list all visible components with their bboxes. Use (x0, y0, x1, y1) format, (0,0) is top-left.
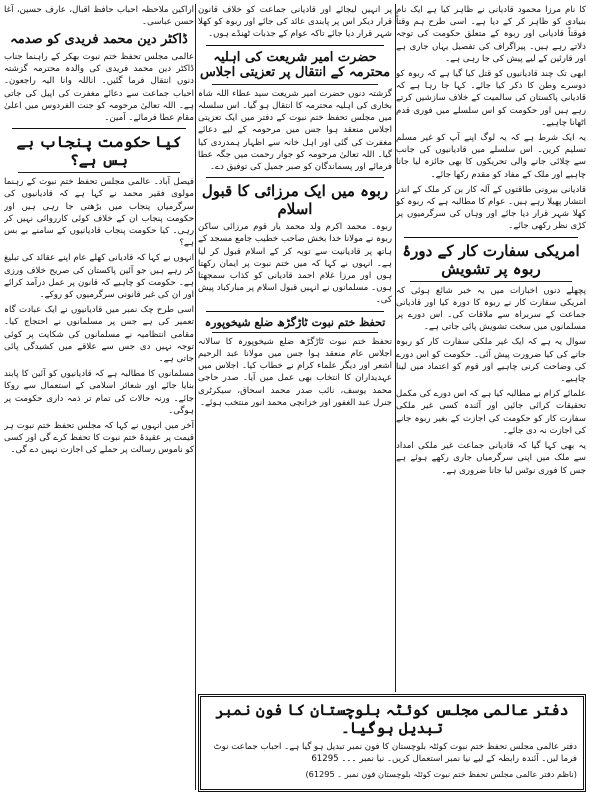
notice-title: دفتر عالمی مجلس کوئٹہ بلوچستان کا فون نمبر تبدیل ہوگیا۔ (215, 701, 569, 737)
session-paragraph: تحفظ ختم نبوت ٹاڑگڑھ ضلع شیخوپورہ کا سالانہ اجلاس عام منعقد ہوا جس میں مولانا عبد الرحیم اشعر اور دیگر علماء کرام نے خطاب کیا۔ اجلاس میں عہدیداران کا انتخاب بھی عمل میں آیا۔ صدر حاجی محمد یوسف، نائب صدر محمد اسحاق، سیکرٹری جنرل عبد الغفور اور خزانچی محمد انور منتخب ہوئے۔ (198, 336, 392, 408)
conversion-heading: ربوہ میں ایک مرزائی کا قبول اسلام (201, 182, 389, 219)
us-diplomat-paragraph-4: یہ بھی کہا گیا کہ قادیانی جماعت غیر ملکی امداد سے ملک میں اپنی سرگرمیاں جاری رکھے ہوئے ہے جس کا فوری نوٹس لیا جانا ضروری ہے۔ (396, 441, 586, 476)
right-lead-paragraph-4: قادیانی بیرونی طاقتوں کے آلہ کار بن کر ملک کے اندر انتشار پھیلا رہے ہیں۔ عوام کا مطالبہ ہے کہ ربوہ کو کھلا شہر قرار دیا جائے اور وہاں کی سرگرمیوں پر کڑی نظر رکھی جائے۔ (396, 184, 586, 232)
punjab-government-heading: کیا حکومت پنجاب بے بس ہے؟ (16, 133, 182, 170)
left-column (4, 4, 194, 790)
phone-change-notice (198, 694, 586, 792)
us-diplomat-paragraph-1: پچھلے دنوں اخبارات میں یہ خبر شائع ہوئی کہ امریکی سفارت کار نے ربوہ کا دورہ کیا اور قادیانی جماعت کے سربراہ سے ملاقات کی۔ اس دورے پر مسلمانوں میں سخت تشویش پائی جاتی ہے۔ (396, 285, 586, 333)
section-divider (12, 128, 186, 129)
section-divider (206, 45, 384, 46)
right-column (396, 4, 586, 704)
session-heading: تحفظ ختم نبوت ٹاڑگڑھ ضلع شیخوپورہ (204, 315, 386, 329)
punjab-paragraph-2: انہوں نے کہا کہ قادیانی کھلے عام اپنے عقائد کی تبلیغ کر رہے ہیں جو آئین پاکستان کی صریح خلاف ورزی ہے۔ حکومت کو چاہیے کہ قانون پر عمل درآمد کرائے اور ان کی غیر قانونی سرگرمیوں کو روکے۔ (4, 253, 194, 301)
conversion-paragraph: ربوہ۔ محمد اکرم ولد محمد یار قوم مرزائی ساکن ربوہ نے مولانا خدا بخش صاحب خطیب جامع مسجد کے ہاتھ پر قادیانیت سے توبہ کر کے اسلام قبول کر لیا ہے۔ انہوں نے کہا کہ میں ختم نبوت پر ایمان رکھتا ہوں اور مرزا غلام احمد قادیانی کو کذاب سمجھتا ہوں۔ مسلمانوں نے انہیں قبول اسلام پر مبارکباد پیش کی۔ (198, 222, 392, 306)
punjab-paragraph-4: مسلمانوں کا مطالبہ ہے کہ قادیانیوں کو آئین کا پابند بنایا جائے اور شعائر اسلامی کے استعمال سے روکا جائے۔ ورنہ حالات کی تمام تر ذمہ داری حکومت پر ہوگی۔ (4, 369, 194, 416)
punjab-paragraph-1: فیصل آباد۔ عالمی مجلس تحفظ ختم نبوت کے رہنما مولوی فقیر محمد نے کہا ہے کہ قادیانیوں کی سرگرمیاں پنجاب میں بڑھتی جا رہی ہیں اور حکومت پنجاب ان کے خلاف کوئی کارروائی نہیں کر رہی۔ کیا حکومت پنجاب قادیانیوں کے سامنے بے بس ہے؟ (4, 177, 194, 249)
section-divider (206, 311, 384, 312)
heading-underline (410, 281, 572, 282)
left-lead-paragraph: اراکین ملاحظہ احباب حافظ اقبال، عارف حسین، آغا حسن عباسی۔ (4, 5, 194, 28)
heading-underline (18, 172, 180, 173)
middle-lead-paragraph: پر انہیں لیجائے اور قادیانی جماعت کو خلاف قانون قرار دیکر اس پر پابندی عائد کی جائے اور ربوہ کو کھلا شہر قرار دیا جائے تاکہ عوام کے جذبات ٹھنڈے ہوں۔ (198, 5, 392, 40)
punjab-paragraph-5: آخر میں انہوں نے کہا کہ مجلس تحفظ ختم نبوت ہر قیمت پر عقیدۂ ختم نبوت کا تحفظ کرے گی اور کسی کو ناموس رسالت پر حملے کی اجازت نہیں دے گی۔ (4, 421, 194, 456)
condolence-paragraph: عالمی مجلس تحفظ ختم نبوت بھکر کے راہنما جناب ڈاکٹر دین محمد فریدی کی والدہ محترمہ گزشتہ دنوں انتقال فرما گئیں۔ اناللہ وانا الیہ راجعون۔ احباب جماعت سے دعائے مغفرت کی اپیل کی جاتی ہے۔ اللہ تعالیٰ مرحومہ کو جنت الفردوس میں اعلیٰ مقام عطا فرمائے۔ آمین۔ (4, 52, 194, 124)
heading-underline (212, 84, 378, 85)
punjab-paragraph-3: اسی طرح چک نمبر میں قادیانیوں نے ایک عبادت گاہ تعمیر کی ہے جس پر مسلمانوں نے احتجاج کیا۔ مقامی انتظامیہ نے مسلمانوں کی شکایت پر کوئی توجہ نہیں دی جس سے علاقے میں کشیدگی پائی جاتی ہے۔ (4, 305, 194, 365)
condolence-heading: ڈاکٹر دین محمد فریدی کو صدمہ (10, 32, 188, 48)
right-lead-paragraph-2: ابھی تک چند قادیانیوں کو قتل کیا گیا ہے کہ ربوہ کو دوسرے وطن کا ذکر کیا جائے۔ کہا جا رہا ہے کہ قادیانی پاکستان کی سالمیت کے خلاف سازشیں کرتے رہے ہیں اور حکومت کو اس سلسلے میں فوری قدم اٹھانا چاہیے۔ (396, 69, 586, 128)
notice-body: دفتر عالمی مجلس تحفظ ختم نبوت کوئٹہ بلوچستان کا فون نمبر تبدیل ہو گیا ہے۔ احباب جماعت نوٹ فرما لیں۔ آئندہ رابطہ کے لیے نیا نمبر استعمال کریں۔ نیا نمبر ۔۔۔ 61295 (213, 742, 577, 764)
section-divider (404, 237, 578, 238)
us-diplomat-paragraph-3: علمائے کرام نے مطالبہ کیا ہے کہ اس دورے کی مکمل تحقیقات کرائی جائیں اور آئندہ کسی غیر ملکی سفارت کار کو حکومت کی اجازت کے بغیر ربوہ جانے کی اجازت نہ دی جائے۔ (396, 389, 586, 436)
column-rule-left (195, 4, 196, 790)
obituary-paragraph: گزشتہ دنوں حضرت امیر شریعت سید عطاء اللہ شاہ بخاری کی اہلیہ محترمہ کا انتقال ہو گیا۔ اس سلسلہ میں مجلس تحفظ ختم نبوت کے دفتر میں ایک تعزیتی اجلاس منعقد ہوا جس میں مرحومہ کے لیے دعائے مغفرت کی گئی اور اہل خانہ سے اظہار ہمدردی کیا گیا۔ اللہ تعالیٰ مرحومہ کو جوار رحمت میں جگہ عطا فرمائے اور پسماندگان کو صبر جمیل کی توفیق دے۔ (198, 88, 392, 173)
us-diplomat-heading: امریکی سفارت کار کے دورۂ ربوہ پر تشویش (402, 241, 580, 278)
right-lead-paragraph-1: کا نام مرزا محمود قادیانی نے ظاہر کیا ہے ایک نام بنیادی کو ظاہر کر کے دیا ہے۔ اسی طرح ہم وقتاً فوقتاً قادیانی اور ربوہ کے متعلق حکومت کی توجہ دلاتے رہے ہیں۔ پیراگراف کی تفصیل یہاں جاری ہے اور قارئین کے لیے پیش کی جا رہی ہے۔ (396, 5, 586, 64)
heading-underline (212, 332, 378, 333)
right-lead-paragraph-3: یہ ایک شرط ہے کہ یہ لوگ اپنے آپ کو غیر مسلم تسلیم کریں۔ اس سلسلے میں قادیانیوں کی جانب سے چلائی جانے والی تحریکوں کا بھی جائزہ لیا جانا چاہیے اور ملک کے مفاد کو مقدم رکھا جائے۔ (396, 133, 586, 180)
column-rule-right (395, 4, 396, 692)
notice-footer: (ناظم دفتر عالمی مجلس تحفظ ختم نبوت کوئٹہ بلوچستان فون نمبر ۔ 61295) (305, 769, 577, 779)
middle-column (198, 4, 392, 690)
obituary-heading: حضرت امیر شریعت کی اہلیہ محترمہ کے انتقال پر تعزیتی اجلاس (199, 49, 391, 81)
section-divider (206, 177, 384, 178)
us-diplomat-paragraph-2: سوال یہ ہے کہ ایک غیر ملکی سفارت کار کو ربوہ جانے کی کیا ضرورت پیش آئی۔ حکومت کو اس دورے کی وضاحت کرنی چاہیے اور قوم کو اعتماد میں لینا چاہیے۔ (396, 337, 586, 385)
